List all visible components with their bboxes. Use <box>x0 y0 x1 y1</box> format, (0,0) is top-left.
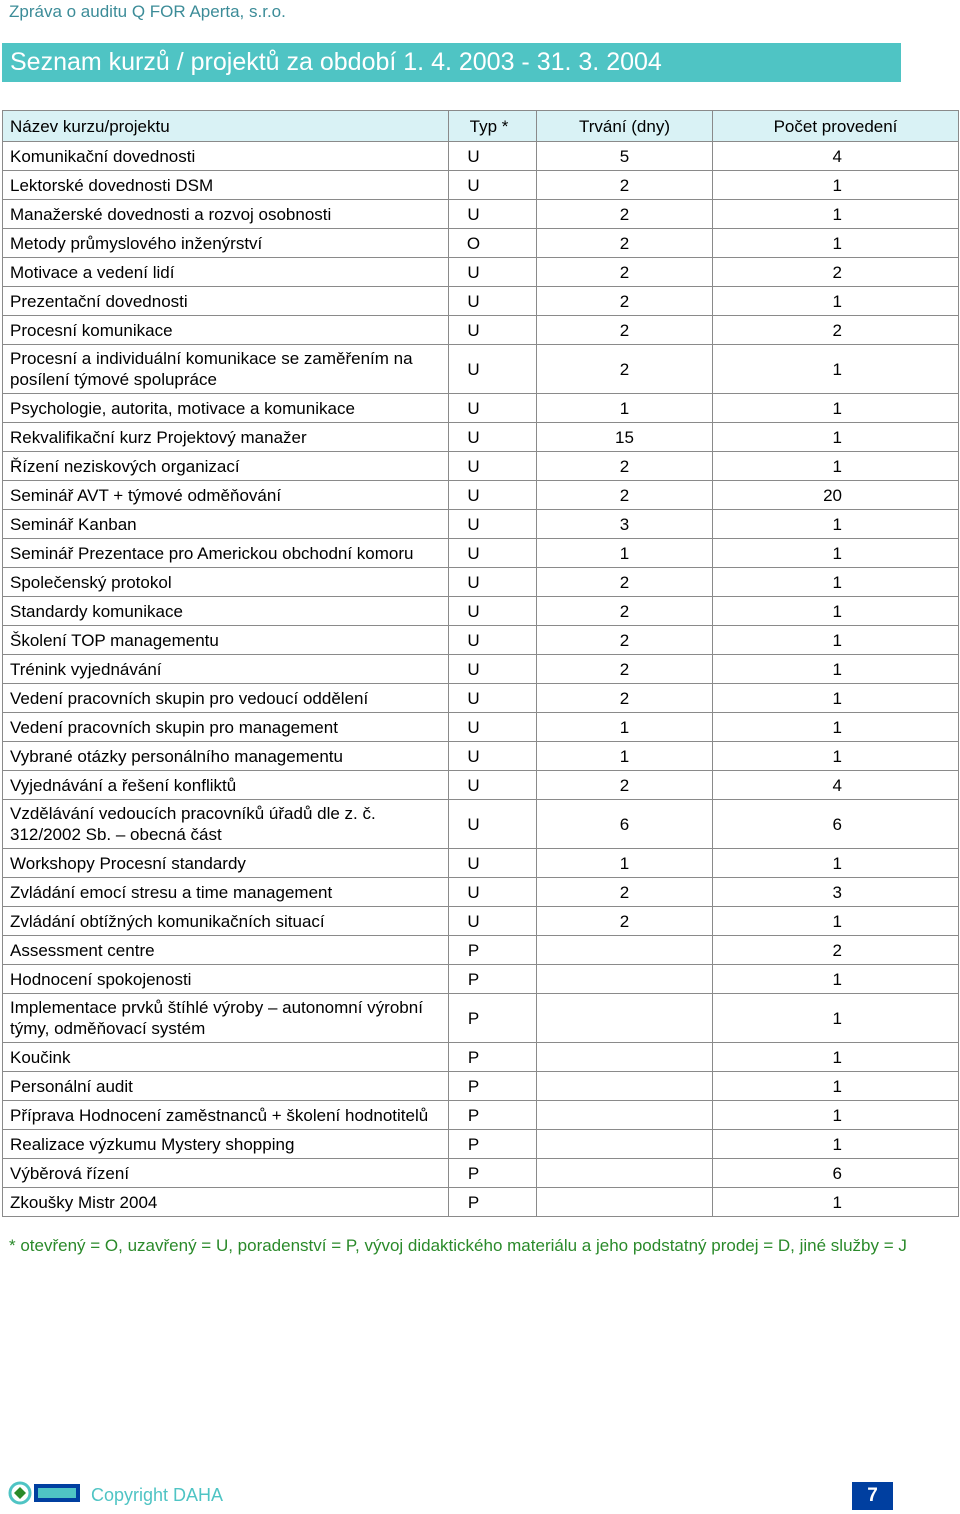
course-type-cell: U <box>449 597 537 626</box>
course-name-cell: Metody průmyslového inženýrství <box>3 229 449 258</box>
header-duration: Trvání (dny) <box>537 111 713 142</box>
section-title-bar <box>2 43 901 82</box>
qfor-logo-icon <box>8 1480 82 1506</box>
table-row <box>3 287 959 316</box>
table-row <box>3 849 959 878</box>
course-count-cell: 1 <box>713 287 959 316</box>
table-row <box>3 800 959 849</box>
table-row <box>3 171 959 200</box>
course-duration-cell: 2 <box>537 345 713 394</box>
course-duration-cell: 2 <box>537 626 713 655</box>
table-row <box>3 345 959 394</box>
course-name-cell: Trénink vyjednávání <box>3 655 449 684</box>
course-name-cell: Výběrová řízení <box>3 1159 449 1188</box>
course-name-cell: Společenský protokol <box>3 568 449 597</box>
course-type-cell: U <box>449 200 537 229</box>
course-duration-cell: 2 <box>537 568 713 597</box>
course-count-cell: 3 <box>713 878 959 907</box>
course-count-cell: 1 <box>713 597 959 626</box>
table-row <box>3 965 959 994</box>
course-duration-cell: 15 <box>537 423 713 452</box>
course-type-cell: U <box>449 655 537 684</box>
course-count-cell: 1 <box>713 1043 959 1072</box>
course-count-cell: 6 <box>713 1159 959 1188</box>
course-type-cell: P <box>449 994 537 1043</box>
course-type-cell: U <box>449 510 537 539</box>
table-row <box>3 229 959 258</box>
course-type-cell: P <box>449 1130 537 1159</box>
course-name-cell: Procesní a individuální komunikace se zaměřením na posílení týmové spolupráce <box>3 345 449 394</box>
course-duration-cell: 2 <box>537 878 713 907</box>
course-type-cell: U <box>449 907 537 936</box>
table-row <box>3 994 959 1043</box>
report-header: Zpráva o auditu Q FOR Aperta, s.r.o. <box>9 2 286 21</box>
course-name-cell: Prezentační dovednosti <box>3 287 449 316</box>
course-type-cell: U <box>449 171 537 200</box>
course-name-cell: Řízení neziskových organizací <box>3 452 449 481</box>
course-name-cell: Zvládání emocí stresu a time management <box>3 878 449 907</box>
header-name: Název kurzu/projektu <box>3 111 449 142</box>
course-name-cell: Vyjednávání a řešení konfliktů <box>3 771 449 800</box>
course-duration-cell: 2 <box>537 655 713 684</box>
course-count-cell: 2 <box>713 316 959 345</box>
course-duration-cell: 1 <box>537 713 713 742</box>
course-type-cell: P <box>449 936 537 965</box>
table-row <box>3 200 959 229</box>
type-legend-footnote: * otevřený = O, uzavřený = U, poradenství = P, vývoj didaktického materiálu a jeho podstatný prodej = D, jiné služby = J <box>9 1236 907 1255</box>
course-type-cell: U <box>449 713 537 742</box>
table-row <box>3 936 959 965</box>
course-name-cell: Motivace a vedení lidí <box>3 258 449 287</box>
course-duration-cell: 2 <box>537 481 713 510</box>
course-duration-cell <box>537 965 713 994</box>
course-duration-cell <box>537 1043 713 1072</box>
course-duration-cell <box>537 1072 713 1101</box>
course-name-cell: Realizace výzkumu Mystery shopping <box>3 1130 449 1159</box>
table-row <box>3 452 959 481</box>
course-count-cell: 1 <box>713 452 959 481</box>
course-duration-cell: 3 <box>537 510 713 539</box>
course-type-cell: U <box>449 316 537 345</box>
course-count-cell: 1 <box>713 713 959 742</box>
table-row <box>3 258 959 287</box>
table-row <box>3 1043 959 1072</box>
course-name-cell: Procesní komunikace <box>3 316 449 345</box>
course-duration-cell: 1 <box>537 742 713 771</box>
course-count-cell: 4 <box>713 771 959 800</box>
courses-table <box>2 110 959 1217</box>
course-name-cell: Seminář Prezentace pro Americkou obchodní komoru <box>3 539 449 568</box>
course-name-cell: Vedení pracovních skupin pro vedoucí oddělení <box>3 684 449 713</box>
course-type-cell: O <box>449 229 537 258</box>
section-title: Seznam kurzů / projektů za období 1. 4. 2003 - 31. 3. 2004 <box>10 48 662 76</box>
course-name-cell: Školení TOP managementu <box>3 626 449 655</box>
course-duration-cell: 2 <box>537 287 713 316</box>
course-type-cell: U <box>449 539 537 568</box>
course-duration-cell <box>537 1130 713 1159</box>
course-type-cell: U <box>449 345 537 394</box>
table-row <box>3 684 959 713</box>
course-duration-cell: 1 <box>537 394 713 423</box>
course-type-cell: U <box>449 142 537 171</box>
course-count-cell: 1 <box>713 965 959 994</box>
course-type-cell: U <box>449 394 537 423</box>
course-count-cell: 1 <box>713 200 959 229</box>
course-type-cell: U <box>449 684 537 713</box>
table-row <box>3 510 959 539</box>
course-count-cell: 1 <box>713 994 959 1043</box>
course-count-cell: 1 <box>713 1101 959 1130</box>
course-duration-cell: 2 <box>537 200 713 229</box>
course-name-cell: Příprava Hodnocení zaměstnanců + školení hodnotitelů <box>3 1101 449 1130</box>
course-name-cell: Manažerské dovednosti a rozvoj osobnosti <box>3 200 449 229</box>
course-duration-cell: 2 <box>537 684 713 713</box>
course-type-cell: P <box>449 965 537 994</box>
course-count-cell: 1 <box>713 510 959 539</box>
course-type-cell: P <box>449 1101 537 1130</box>
course-name-cell: Vedení pracovních skupin pro management <box>3 713 449 742</box>
course-name-cell: Koučink <box>3 1043 449 1072</box>
course-duration-cell: 1 <box>537 849 713 878</box>
course-count-cell: 6 <box>713 800 959 849</box>
course-name-cell: Psychologie, autorita, motivace a komunikace <box>3 394 449 423</box>
course-name-cell: Vzdělávání vedoucích pracovníků úřadů dle z. č. 312/2002 Sb. – obecná část <box>3 800 449 849</box>
course-name-cell: Lektorské dovednosti DSM <box>3 171 449 200</box>
table-row <box>3 713 959 742</box>
course-count-cell: 1 <box>713 423 959 452</box>
course-duration-cell: 1 <box>537 539 713 568</box>
table-row <box>3 1188 959 1217</box>
course-duration-cell <box>537 1159 713 1188</box>
course-count-cell: 1 <box>713 1188 959 1217</box>
course-duration-cell: 6 <box>537 800 713 849</box>
course-type-cell: U <box>449 878 537 907</box>
course-type-cell: U <box>449 423 537 452</box>
course-type-cell: U <box>449 287 537 316</box>
header-type: Typ * <box>449 111 537 142</box>
course-duration-cell: 5 <box>537 142 713 171</box>
course-count-cell: 1 <box>713 394 959 423</box>
course-duration-cell: 2 <box>537 229 713 258</box>
course-type-cell: U <box>449 481 537 510</box>
course-count-cell: 2 <box>713 258 959 287</box>
course-count-cell: 1 <box>713 684 959 713</box>
course-type-cell: P <box>449 1159 537 1188</box>
course-name-cell: Vybrané otázky personálního managementu <box>3 742 449 771</box>
course-duration-cell: 2 <box>537 771 713 800</box>
course-type-cell: U <box>449 742 537 771</box>
table-row <box>3 771 959 800</box>
table-row <box>3 1101 959 1130</box>
table-row <box>3 423 959 452</box>
course-type-cell: U <box>449 258 537 287</box>
course-type-cell: U <box>449 626 537 655</box>
course-type-cell: U <box>449 771 537 800</box>
course-name-cell: Standardy komunikace <box>3 597 449 626</box>
course-type-cell: U <box>449 452 537 481</box>
course-count-cell: 1 <box>713 626 959 655</box>
table-row <box>3 568 959 597</box>
table-body <box>3 142 959 1217</box>
course-duration-cell: 2 <box>537 907 713 936</box>
table-row <box>3 481 959 510</box>
course-duration-cell: 2 <box>537 452 713 481</box>
course-count-cell: 1 <box>713 655 959 684</box>
course-name-cell: Rekvalifikační kurz Projektový manažer <box>3 423 449 452</box>
course-count-cell: 1 <box>713 539 959 568</box>
course-count-cell: 1 <box>713 171 959 200</box>
course-name-cell: Hodnocení spokojenosti <box>3 965 449 994</box>
course-duration-cell: 2 <box>537 597 713 626</box>
course-name-cell: Zkoušky Mistr 2004 <box>3 1188 449 1217</box>
table-row <box>3 907 959 936</box>
course-type-cell: U <box>449 568 537 597</box>
table-row <box>3 597 959 626</box>
table-row <box>3 1130 959 1159</box>
course-name-cell: Komunikační dovednosti <box>3 142 449 171</box>
course-count-cell: 1 <box>713 849 959 878</box>
copyright-text: Copyright DAHA <box>91 1485 224 1505</box>
course-type-cell: P <box>449 1043 537 1072</box>
course-type-cell: P <box>449 1072 537 1101</box>
table-row <box>3 878 959 907</box>
course-count-cell: 1 <box>713 742 959 771</box>
course-type-cell: U <box>449 849 537 878</box>
page-number: 7 <box>852 1482 893 1510</box>
course-count-cell: 1 <box>713 568 959 597</box>
course-name-cell: Workshopy Procesní standardy <box>3 849 449 878</box>
course-name-cell: Implementace prvků štíhlé výroby – autonomní výrobní týmy, odměňovací systém <box>3 994 449 1043</box>
table-row <box>3 394 959 423</box>
table-row <box>3 655 959 684</box>
course-count-cell: 1 <box>713 1072 959 1101</box>
table-row <box>3 626 959 655</box>
table-row <box>3 316 959 345</box>
course-count-cell: 2 <box>713 936 959 965</box>
course-duration-cell: 2 <box>537 316 713 345</box>
course-name-cell: Seminář AVT + týmové odměňování <box>3 481 449 510</box>
course-duration-cell: 2 <box>537 258 713 287</box>
course-count-cell: 20 <box>713 481 959 510</box>
table-header-row <box>3 111 959 142</box>
table-row <box>3 1159 959 1188</box>
table-row <box>3 142 959 171</box>
course-count-cell: 1 <box>713 907 959 936</box>
course-duration-cell: 2 <box>537 171 713 200</box>
course-type-cell: U <box>449 800 537 849</box>
course-type-cell: P <box>449 1188 537 1217</box>
course-name-cell: Assessment centre <box>3 936 449 965</box>
header-count: Počet provedení <box>713 111 959 142</box>
course-count-cell: 1 <box>713 229 959 258</box>
course-duration-cell <box>537 994 713 1043</box>
course-name-cell: Seminář Kanban <box>3 510 449 539</box>
course-duration-cell <box>537 1188 713 1217</box>
course-duration-cell <box>537 1101 713 1130</box>
table-row <box>3 742 959 771</box>
course-count-cell: 1 <box>713 1130 959 1159</box>
course-name-cell: Zvládání obtížných komunikačních situací <box>3 907 449 936</box>
course-duration-cell <box>537 936 713 965</box>
course-count-cell: 1 <box>713 345 959 394</box>
course-count-cell: 4 <box>713 142 959 171</box>
table-row <box>3 1072 959 1101</box>
course-name-cell: Personální audit <box>3 1072 449 1101</box>
table-row <box>3 539 959 568</box>
